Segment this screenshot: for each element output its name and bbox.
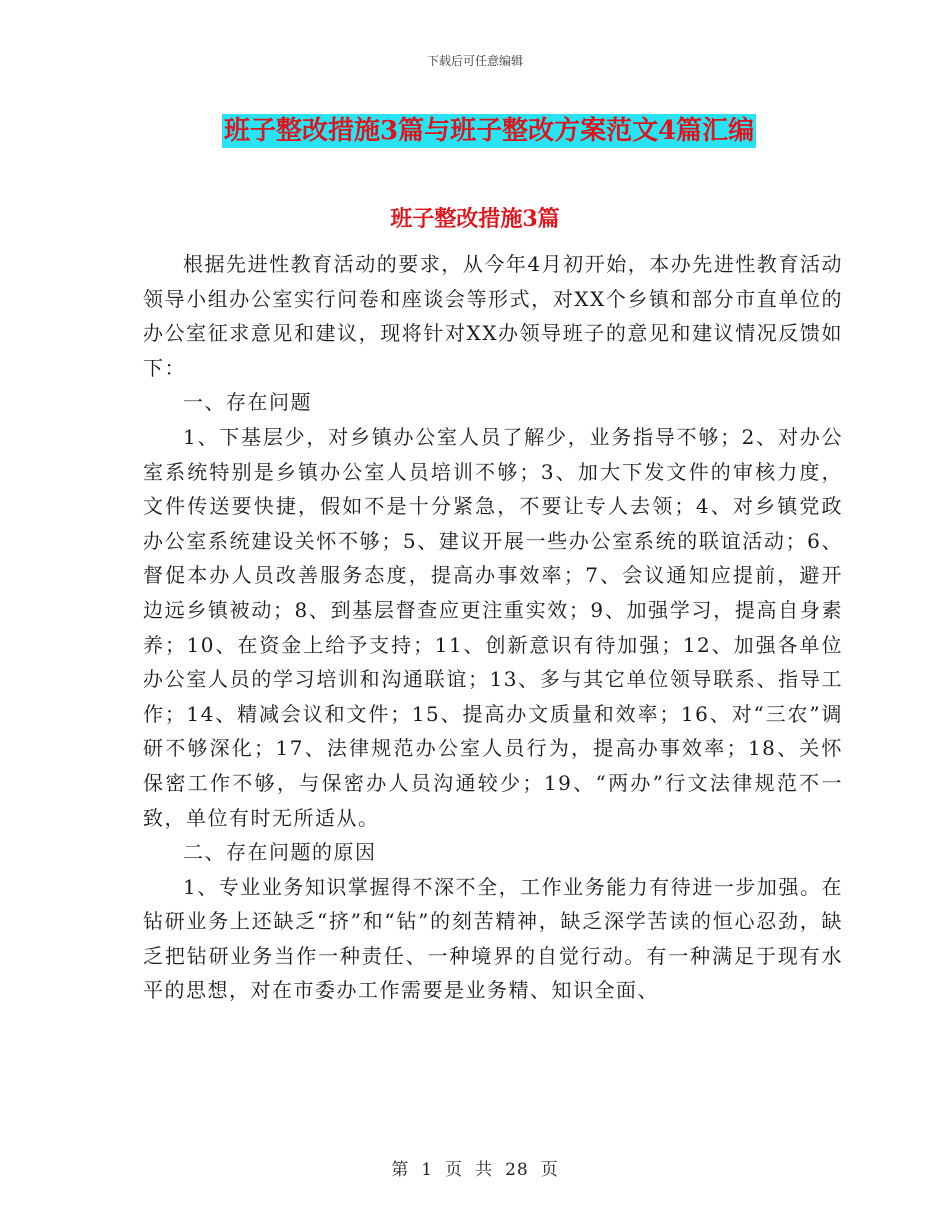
footer-total-label: 共: [475, 1160, 494, 1180]
header-note: 下载后可任意编辑: [426, 54, 523, 68]
heading-causes: 二、存在问题的原因: [183, 840, 377, 865]
footer-page-unit: 页: [445, 1160, 464, 1180]
footer-total-pages: 28: [505, 1160, 529, 1180]
footer-page-number: 1: [421, 1160, 434, 1180]
body-text: [143, 247, 843, 1008]
paragraph-problems-list: 1、下基层少，对乡镇办公室人员了解少，业务指导不够；2、对办公室系统特别是乡镇办公室人员培训不够；3、加大下发文件的审核力度，文件传送要快捷，假如不是十分紧急，不要让专人去领；4、对乡镇党政办公室系统建设关怀不够；5、建议开展一些办公室系统的联谊活动；6、督促本办人员改善服务态度，提高办事效率；7、会议通知应提前，避开边远乡镇被动；8、到基层督查应更注重实效；9、加强学习，提高自身素养；10、在资金上给予支持；11、创新意识有待加强；12、加强各单位办公室人员的学习培训和沟通联谊；13、多与其它单位领导联系、指导工作；14、精减会议和文件；15、提高办文质量和效率；16、对“三农”调研不够深化；17、法律规范办公室人员行为，提高办事效率；18、关怀保密工作不够，与保密办人员沟通较少；19、“两办”行文法律规范不一致，单位有时无所适从。: [143, 424, 843, 830]
section-title: 班子整改措施3篇: [390, 206, 560, 232]
footer-total-unit: 页: [540, 1160, 559, 1180]
page-footer: [0, 1155, 950, 1180]
paragraph-intro: 根据先进性教育活动的要求，从今年4月初开始，本办先进性教育活动领导小组办公室实行问卷和座谈会等形式，对XX个乡镇和部分市直单位的办公室征求意见和建议，现将针对XX办领导班子的意见和建议情况反馈如下：: [143, 252, 843, 380]
paragraph-causes: 1、专业业务知识掌握得不深不全，工作业务能力有待进一步加强。在钻研业务上还缺乏“挤”和“钻”的刻苦精神，缺乏深学苦读的恒心忍劲，缺乏把钻研业务当作一种责任、一种境界的自觉行动。有一种满足于现有水平的思想，对在市委办工作需要是业务精、知识全面、: [143, 874, 843, 1003]
heading-problems: 一、存在问题: [183, 390, 312, 415]
footer-page-label: 第: [391, 1160, 410, 1180]
document-title: 班子整改措施3篇与班子整改方案范文4篇汇编: [224, 116, 755, 146]
